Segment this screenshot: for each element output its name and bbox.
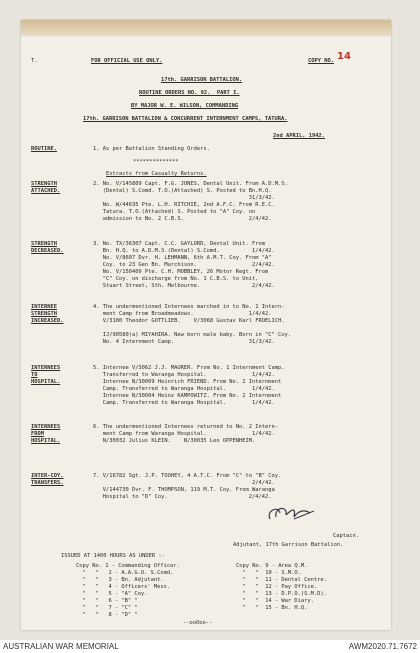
battalion-title: 17th. GARRISON BATTALION. <box>161 77 243 83</box>
section-line: Internee N/30009 Heinrich FRIEND. From No. 2 Internment <box>93 379 282 385</box>
section-line: 31/3/42. <box>93 195 275 201</box>
section-label: FROM <box>31 431 44 437</box>
distribution-entry: " " 11 - Dental Centre. <box>236 577 327 583</box>
section-line: V/144730 Dvr. F. THOMPSON, 119 M.T. Coy. From Waranga <box>93 487 275 493</box>
section-line: Bn. H.Q. to A.D.M.S.(Dental) S.Comd. 1/4/42. <box>93 248 275 254</box>
section-line: (Dental) S.Comd. T.O.(Attached) S. Posted to Bn.H.Q. <box>93 188 272 194</box>
section-line: V/3180 Theodor GOTTLIEB. V/3068 Gustav Karl FROELICH. <box>93 318 285 324</box>
document-page <box>21 20 391 630</box>
distribution-entry: " " 4 - Officers' Mess. <box>76 584 171 590</box>
section-label: TRANSFERS. <box>31 480 64 486</box>
section-line: Camp. Transferred to Waranga Hospital. 1/4/42. <box>93 386 275 392</box>
distribution-entry: " " 12 - Pay Office. <box>236 584 318 590</box>
section-line: 5. Internee V/3062 J.J. MAURER. From No. 1 Internment Camp. <box>93 365 285 371</box>
distribution-entry: Copy No. 9 - Area Q.M. <box>236 563 308 569</box>
section-label: INTERNEES <box>31 424 61 430</box>
section-line: 2. No. V/145809 Capt. F.G. JONES, Dental Unit. From A.D.M.S. <box>93 181 288 187</box>
order-date: 2nd APRIL, 1942. <box>273 133 325 139</box>
archive-id: AWM2020.71.7672 <box>348 642 417 651</box>
section-line: ment Camp from Broadmeadows. 1/4/42. <box>93 311 272 317</box>
section-line: No. V/8607 Dvr. H. LEHMANN, 6th A.M.T. Coy. From "A" <box>93 255 272 261</box>
classification: FOR OFFICIAL USE ONLY. <box>91 58 163 64</box>
archive-footer <box>0 640 420 653</box>
section-label: HOSPITAL. <box>31 438 61 444</box>
distribution-entry: " " 10 - S.M.O. <box>236 570 301 576</box>
section-label: INTERNEES <box>31 365 61 371</box>
section-line: 3. No. TX/36307 Capt. C.C. GAYLORD, Dental Unit. From <box>93 241 266 247</box>
section-line: 6. The undermentioned Internees returned to No. 2 Intern- <box>93 424 278 430</box>
signature-title: Adjutant, 17th Garrison Battalion. <box>233 542 344 548</box>
distribution-entry: " " 15 - Bn. H.Q. <box>236 605 308 611</box>
section-line: Coy. to 23 Gen Bn. Murchison. 2/4/42. <box>93 262 275 268</box>
section-line: No. W/44635 Pte. L.H. RITCHIE, 2nd A.F.C. From R.E.C. <box>93 202 275 208</box>
section-label: STRENGTH <box>31 311 57 317</box>
distribution-entry: " " 6 - "B" " <box>76 598 138 604</box>
distribution-entry: " " 8 - "D" " <box>76 612 138 618</box>
section-line: Internee N/30004 Heinz KAMPOWITZ. From No. 2 Internment <box>93 393 282 399</box>
distribution-entry: " " 14 - War Diary. <box>236 598 314 604</box>
extracts-heading: Extracts from Casualty Returns. <box>106 171 207 177</box>
distribution-entry: " " 3 - Bn. Adjutant. <box>76 577 164 583</box>
signature-icon <box>264 501 318 529</box>
section-line: IJ/90580(a) MIYAHIRA. New born male baby. Born in "C" Coy. <box>93 332 291 338</box>
copy-number: 14 <box>337 51 351 62</box>
end-mark: --ooOoo-- <box>183 620 213 626</box>
archive-name: AUSTRALIAN WAR MEMORIAL <box>3 642 119 651</box>
orders-title: ROUTINE ORDERS NO. 92. PART I. <box>139 90 240 96</box>
section-line: Camp. Transferred to Waranga Hospital. 1/4/42. <box>93 400 275 406</box>
distribution-entry: " " 7 - "C" " <box>76 605 138 611</box>
distribution-entry: " " 5 - "A" Coy. <box>76 591 148 597</box>
section-line: 4. The undermentioned Internees marched in to No. 1 Intern- <box>93 304 285 310</box>
routine-label: ROUTINE. <box>31 146 57 152</box>
routine-text: 1. As per Battalion Standing Orders. <box>93 146 210 152</box>
document-body <box>21 20 391 630</box>
section-line: Hospital to "D" Coy. 2/4/42. <box>93 494 272 500</box>
distribution-entry: " " 2 - A.A.G.O. S.Comd. <box>76 570 174 576</box>
section-line: Tatura. T.O.(Attached) S. Posted to "A" Coy. on <box>93 209 256 215</box>
section-label: HOSPITAL. <box>31 379 61 385</box>
section-label: INTER-COY. <box>31 473 64 479</box>
section-line: No. 4 Internment Camp. 31/3/42. <box>93 339 275 345</box>
section-line: 2/4/42. <box>93 480 275 486</box>
section-line: Stuart Street, Sth. Melbourne. 2/4/42. <box>93 283 275 289</box>
unit-line: 17th. GARRISON BATTALION & CONCURRENT INTERNMENT CAMPS, TATURA. <box>83 116 288 122</box>
section-line: No. V/150409 Pte. C.H. MOBBLEY, 26 Motor Regt. From <box>93 269 269 275</box>
section-line: N/30032 Julius KLEIN. N/30035 Leo OPPENHEIM. <box>93 438 256 444</box>
signature-rank: Captain. <box>333 533 359 539</box>
copy-label: COPY NO. <box>308 58 334 64</box>
distribution-entry: Copy No. 1 - Commanding Officer. <box>76 563 180 569</box>
section-line: ment Camp from Waranga Hospital. 1/4/42. <box>93 431 275 437</box>
distribution-entry: " " 13 - D.P.O.(S.M.D). <box>236 591 327 597</box>
section-label: TO <box>31 372 38 378</box>
section-line: 7. V/16782 Sgt. J.P. TOOHEY, 4 A.T.C. From "C" to "B" Coy. <box>93 473 282 479</box>
section-line: Transferred to Waranga Hospital. 1/4/42. <box>93 372 275 378</box>
section-label: STRENGTH <box>31 241 57 247</box>
divider-stars: ************** <box>133 159 179 165</box>
section-line: admission to No. 2 C.B.S. 2/4/42. <box>93 216 272 222</box>
left-mark: T. <box>31 58 38 64</box>
section-label: INTERNEE <box>31 304 57 310</box>
section-label: ATTACHED. <box>31 188 61 194</box>
distribution-heading: ISSUED AT 1400 HOURS AS UNDER :- <box>61 553 165 559</box>
section-label: STRENGTH <box>31 181 57 187</box>
section-label: INCREASED. <box>31 318 64 324</box>
section-line: "C" Coy. on discharge from No. 1 C.B.S. to Unit, <box>93 276 259 282</box>
commanding-line: BY MAJOR W. E. WILSON, COMMANDING <box>131 103 239 109</box>
section-label: DECREASED. <box>31 248 64 254</box>
